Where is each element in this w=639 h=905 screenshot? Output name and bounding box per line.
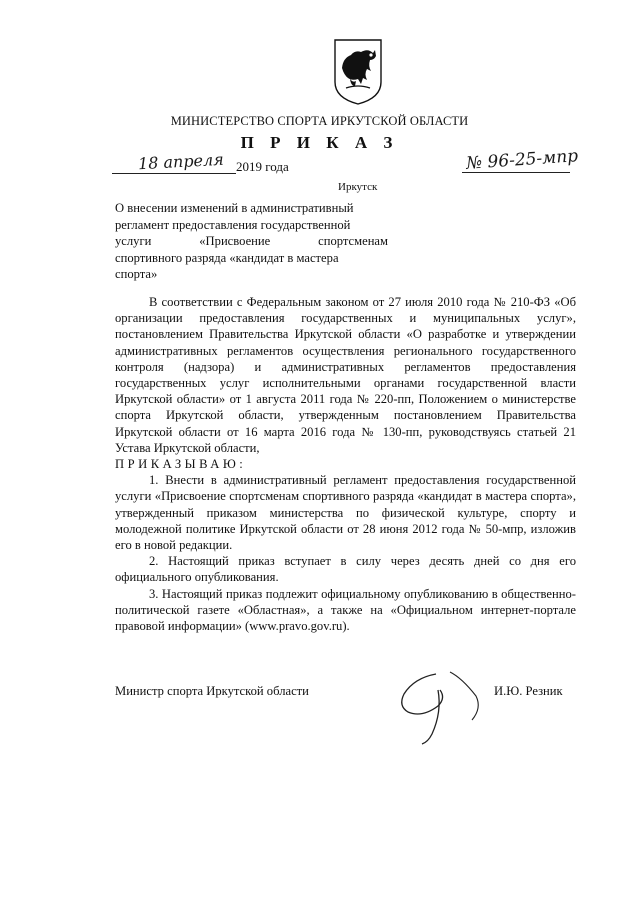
coat-of-arms-icon xyxy=(333,38,383,106)
order-item-2: 2. Настоящий приказ вступает в силу через десять дней со дня его официального опубликования. xyxy=(115,554,576,585)
document-title: П Р И К А З xyxy=(240,133,399,152)
order-word: ПРИКАЗЫВАЮ: xyxy=(115,457,247,472)
document-body xyxy=(115,294,576,634)
year-text: 2019 года xyxy=(236,159,289,174)
signatory-role: Министр спорта Иркутской области xyxy=(115,684,309,698)
subject-line: услуги «Присвоение спортсменам xyxy=(115,234,388,248)
handwritten-order-number: № 96-25-мпр xyxy=(465,146,579,174)
subject-line: О внесении изменений в административный xyxy=(115,201,354,215)
handwritten-date: 18 апреля xyxy=(137,149,225,174)
subject-line: спорта» xyxy=(115,267,158,281)
handwritten-signature-icon xyxy=(392,668,488,746)
ministry-name: МИНИСТЕРСТВО СПОРТА ИРКУТСКОЙ ОБЛАСТИ xyxy=(170,114,469,128)
subject-line: регламент предоставления государственной xyxy=(115,217,351,232)
signatory-name: И.Ю. Резник xyxy=(494,684,563,698)
city-name: Иркутск xyxy=(338,181,378,193)
number-underline xyxy=(462,172,570,173)
order-item-3: 3. Настоящий приказ подлежит официальному опубликованию в общественно-политической газете «Областная», а также на «Официальном интернет-портале правовой информации» (www.pravo.gov.ru). xyxy=(115,586,576,634)
preamble-paragraph: В соответствии с Федеральным законом от 27 июля 2010 года № 210-ФЗ «Об организации предоставления государственных и муниципальных услуг», постановлением Правительства Иркутской области «О разработке и утверждении административных регламентов осуществления регионального государственного контроля (надзора) и административных регламентов предоставления государственных услуг исполнительными органами государственной власти Иркутской области» от 1 августа 2011 года № 220-пп, Положением о министерстве спорта Иркутской области, утвержденным постановлением Правительства Иркутской области от 16 марта 2016 года № 130-пп, руководствуясь статьей 21 Устава Иркутской области, xyxy=(115,295,576,455)
document-subject xyxy=(115,200,388,283)
subject-line: спортивного разряда «кандидат в мастера xyxy=(115,250,339,265)
order-item-1: 1. Внести в административный регламент предоставления государственной услуги «Присвоение спортсменам спортивного разряда «кандидат в мастера спорта», утвержденный приказом министерства по физической культуре, спорту и молодежной политике Иркутской области от 28 июня 2012 года № 50-мпр, изложив его в новой редакции. xyxy=(115,473,576,553)
